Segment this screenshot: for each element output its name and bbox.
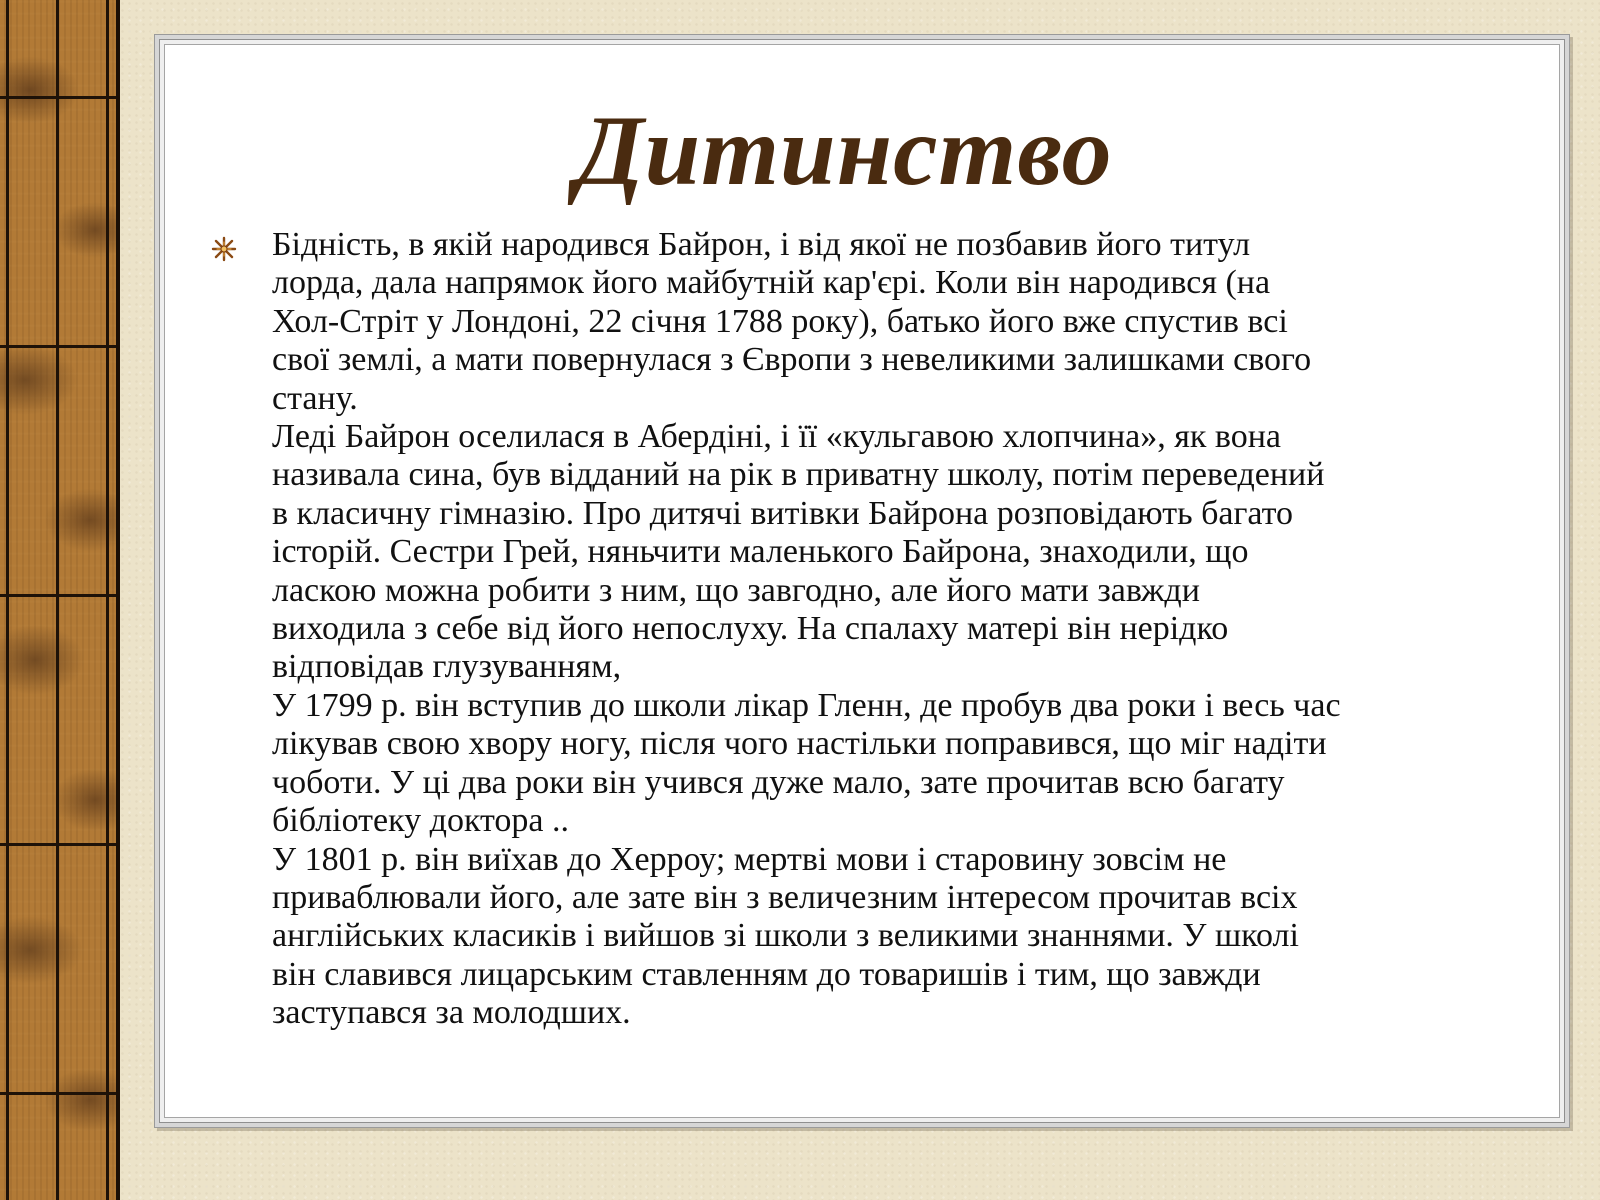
paragraph-line: Хол-Стріт у Лондоні, 22 січня 1788 року), батько його вже спустив всі bbox=[272, 302, 1288, 340]
paragraph-line: виходила з себе від його непослуху. На спалаху матері він нерідко bbox=[272, 610, 1229, 648]
paragraph-line: чоботи. У ці два роки він учився дуже мало, зате прочитав всю багату bbox=[272, 763, 1285, 801]
paragraph-line: свої землі, а мати повернулася з Європи з невеликими залишками свого bbox=[272, 341, 1312, 379]
paragraph-line: заступався за молодших. bbox=[272, 994, 631, 1032]
paragraph-line: Бідність, в якій народився Байрон, і від якої не позбавив його титул bbox=[272, 226, 1251, 263]
strip-horizontal-line bbox=[0, 345, 120, 348]
body-paragraph bbox=[272, 226, 1542, 1033]
paragraph-line: стану. bbox=[272, 379, 358, 417]
paragraph-line: Леді Байрон оселилася в Абердіні, і її «кульгавою хлопчина», як вона bbox=[272, 418, 1281, 456]
paragraph-line: відповідав глузуванням, bbox=[272, 648, 622, 686]
paragraph-line: він славився лицарським ставленням до товаришів і тим, що завжди bbox=[272, 955, 1261, 993]
decorative-side-strip bbox=[0, 0, 120, 1200]
paragraph-line: ласкою можна робити з ним, що завгодно, але його мати завжди bbox=[272, 571, 1200, 609]
slide-title: Дитинство bbox=[575, 95, 1113, 206]
paragraph-line: називала сина, був відданий на рік в приватну школу, потім переведений bbox=[272, 456, 1325, 494]
paragraph-line: англійських класиків і вийшов зі школи з великими знаннями. У школі bbox=[272, 917, 1299, 955]
strip-vertical-line bbox=[6, 0, 9, 1200]
paragraph-line: приваблювали його, але зате він з величезним інтересом прочитав всіх bbox=[272, 878, 1298, 916]
strip-horizontal-line bbox=[0, 1092, 120, 1095]
paragraph-line: історій. Сестри Грей, няньчити маленького Байрона, знаходили, що bbox=[272, 533, 1249, 571]
strip-vertical-line bbox=[106, 0, 109, 1200]
paragraph-line: У 1801 р. він виїхав до Херроу; мертві мови і старовину зовсім не bbox=[272, 840, 1227, 878]
strip-horizontal-line bbox=[0, 96, 120, 99]
paragraph-line: лікував свою хвору ногу, після чого настільки поправився, що міг надіти bbox=[272, 725, 1327, 763]
star-burst-icon bbox=[211, 236, 237, 262]
paragraph-line: в класичну гімназію. Про дитячі витівки Байрона розповідають багато bbox=[272, 494, 1294, 532]
strip-edge bbox=[116, 0, 120, 1200]
paragraph-line: бібліотеку доктора .. bbox=[272, 802, 570, 840]
paragraph-line: У 1799 р. він вступив до школи лікар Гленн, де пробув два роки і весь час bbox=[272, 686, 1341, 724]
strip-vertical-line bbox=[56, 0, 59, 1200]
strip-horizontal-line bbox=[0, 843, 120, 846]
strip-horizontal-line bbox=[0, 594, 120, 597]
paragraph-line: лорда, дала напрямок його майбутній кар'єрі. Коли він народився (на bbox=[272, 264, 1271, 302]
